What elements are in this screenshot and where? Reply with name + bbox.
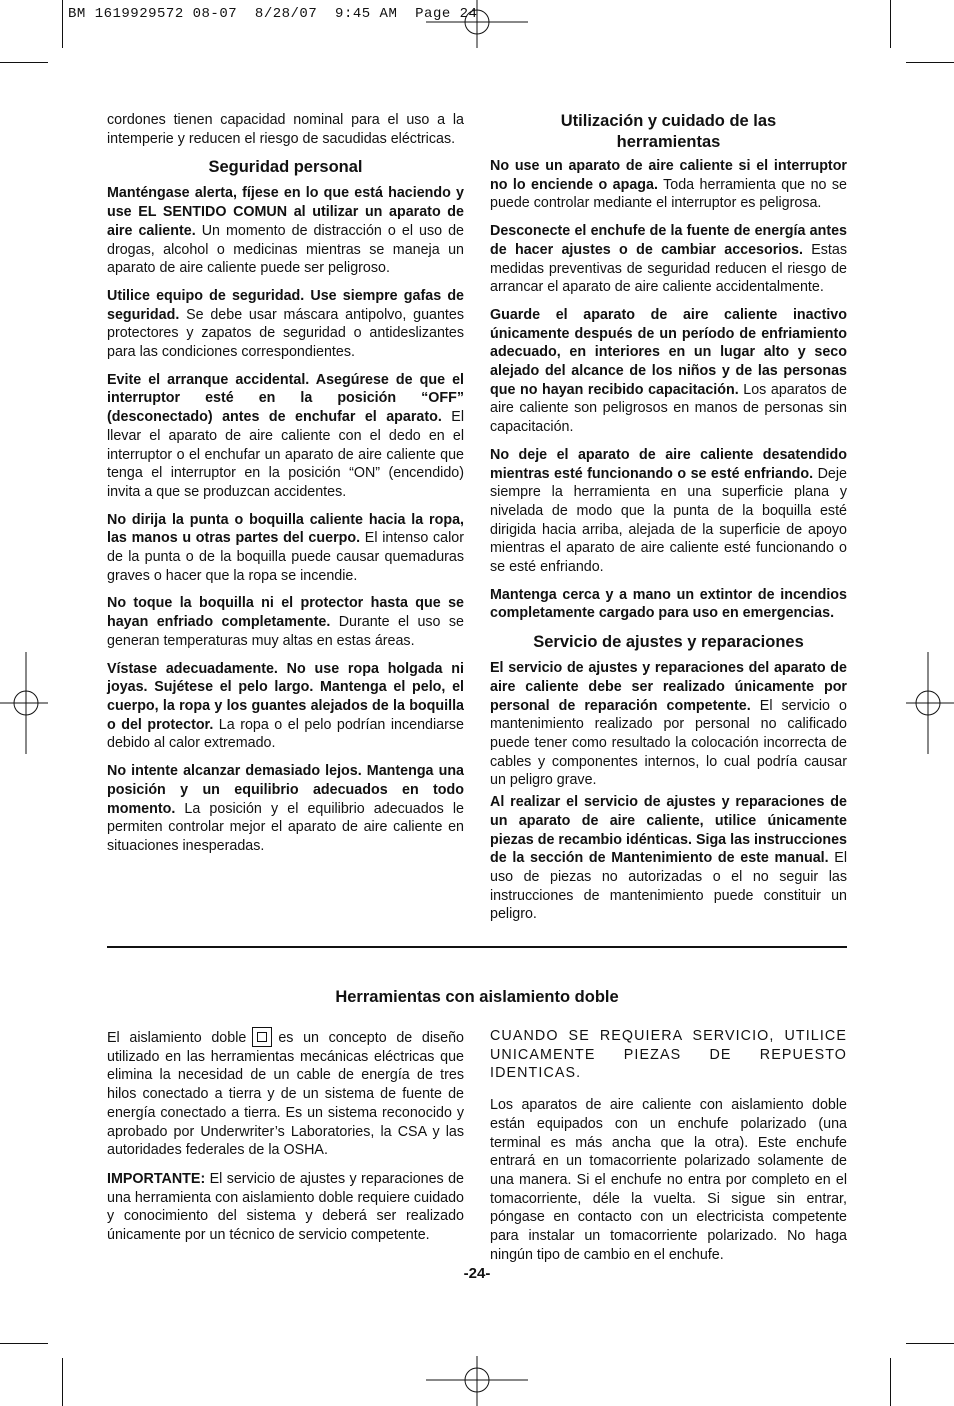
- crop-mark: [0, 62, 48, 63]
- safety-paragraph: No toque la boquilla ni el protector hasta que se hayan enfriado completamente. Durante el uso se generan temperaturas muy altas en estas áreas.: [107, 595, 464, 649]
- page-number: -24-: [463, 1265, 491, 1282]
- safety-paragraph: Evite el arranque accidental. Asegúrese de que el interruptor esté en la posición “OFF” (desconectado) antes de enchufar el aparato. El llevar el aparato de aire caliente con el dedo en el interruptor o el enchufar un aparato de aire caliente que tenga el interruptor en la posición “ON” (encendido) invita a que se produzcan accidentes.: [107, 371, 465, 500]
- tool-use-paragraph: Guarde el aparato de aire caliente inactivo únicamente después de un período de enfriamiento adecuado, en interiores en un lugar alto y seco alejado del alcance de los niños y de las personas que no hayan recibido capacitación. Los aparatos de aire caliente son peligrosos en manos de personas sin capacitación.: [490, 306, 847, 436]
- tool-use-paragraph: No deje el aparato de aire caliente desatendido mientras esté funcionando o se esté enfriando. Deje siempre la herramienta en una superficie plana y nivelada de modo que la punta de la boquilla esté dirigida hacia arriba, alejada de la superficie de apoyo mientras el aparato de aire caliente esté funcionando o se esté enfriando.: [490, 446, 847, 576]
- crop-mark: [890, 1358, 891, 1406]
- crop-mark: [62, 0, 63, 48]
- registration-mark-icon: [0, 652, 48, 754]
- safety-paragraph: No intente alcanzar demasiado lejos. Mantenga una posición y un equilibrio adecuados en todo momento. La posición y el equilibrio adecuados le permiten controlar mejor el aparato de aire caliente en situaciones inesperadas.: [107, 763, 464, 854]
- print-slug: BM 1619929572 08-07 8/28/07 9:45 AM Page 24: [68, 6, 478, 22]
- registration-mark-icon: [906, 652, 954, 754]
- crop-mark: [890, 0, 891, 48]
- section-divider: [107, 946, 847, 948]
- registration-mark-icon: [426, 0, 528, 48]
- service-paragraph: Al realizar el servicio de ajustes y reparaciones de un aparato de aire caliente, utilice únicamente piezas de recambio idénticas. Siga las instrucciones de la sección de Mantenimiento de este manual. El uso de piezas no autorizadas o el no seguir las instrucciones de mantenimiento puede constituir un peligro.: [490, 794, 847, 923]
- caps-notice: CUANDO SE REQUIERA SERVICIO, UTILICE UNICAMENTE PIEZAS DE REPUESTO IDENTICAS.: [490, 1028, 847, 1082]
- bottom-right-column: [490, 1027, 847, 1273]
- tool-use-paragraph: Mantenga cerca y a mano un extintor de incendios completamente cargado para uso en emergencias.: [490, 586, 847, 622]
- crop-mark: [0, 1343, 48, 1344]
- right-column: [490, 111, 847, 933]
- safety-paragraph: Manténgase alerta, fíjese en lo que está haciendo y use EL SENTIDO COMUN al utilizar un aparato de aire caliente. Un momento de distracción o el uso de drogas, alcohol o medicinas mientras se maneja un aparato de aire caliente puede ser peligroso.: [107, 185, 464, 277]
- bottom-left-column: [107, 1027, 464, 1254]
- registration-mark-icon: [426, 1356, 528, 1406]
- double-insulation-paragraph: El aislamiento doble es un concepto de diseño utilizado en las herramientas mecánicas eléctricas que elimina la necesidad de un cable de energía de tres hilos conectado a tierra y de un sistema de fuente de energía conectado a tierra. Es un sistema reconocido y aprobado por Underwriter’s Laboratories, la CSA y las autoridades federales de la OSHA.: [107, 1027, 464, 1160]
- crop-mark: [906, 1343, 954, 1344]
- safety-paragraph: No dirija la punta o boquilla caliente hacia la ropa, las manos u otras partes del cuerpo. El intenso calor de la punta o de la boquilla puede causar quemaduras graves o hacer que la ropa se incendie.: [107, 511, 464, 584]
- left-column: [107, 111, 464, 865]
- crop-mark: [906, 62, 954, 63]
- tool-use-paragraph: Desconecte el enchufe de la fuente de energía antes de hacer ajustes o de cambiar accesorios. Estas medidas preventivas de seguridad reducen el riesgo de arrancar el aparato de aire caliente accidentalmente.: [490, 223, 848, 296]
- heading-seguridad-personal: Seguridad personal: [208, 158, 363, 177]
- important-paragraph: IMPORTANTE: El servicio de ajustes y reparaciones de una herramienta con aislamiento doble requiere cuidado y conocimiento del sistema y deberá ser realizado únicamente por un técnico de servicio competente.: [107, 1170, 464, 1244]
- tool-use-paragraph: No use un aparato de aire caliente si el interruptor no lo enciende o apaga. Toda herramienta que no se puede controlar mediante el interruptor es peligrosa.: [490, 158, 848, 212]
- heading-servicio-ajustes: Servicio de ajustes y reparaciones: [533, 633, 804, 652]
- heading-aislamiento-doble: Herramientas con aislamiento doble: [335, 988, 619, 1006]
- safety-paragraph: Utilice equipo de seguridad. Use siempre gafas de seguridad. Se debe usar máscara antipolvo, guantes protectores y zapatos de seguridad o antideslizantes para las condiciones correspondientes.: [107, 287, 464, 361]
- crop-mark: [62, 1358, 63, 1406]
- heading-utilizacion-cuidado: Utilización y cuidado de las herramientas: [560, 112, 777, 151]
- intro-paragraph: cordones tienen capacidad nominal para el uso a la intemperie y reducen el riesgo de sacudidas eléctricas.: [107, 112, 464, 147]
- service-paragraph: El servicio de ajustes y reparaciones del aparato de aire caliente debe ser realizado únicamente por personal de reparación competente. El servicio o mantenimiento realizado por personal no calificado puede tener como resultado la colocación incorrecta de cables y componentes internos, lo cual podría causar un peligro grave.: [490, 660, 847, 789]
- double-insulation-icon: [252, 1027, 272, 1047]
- safety-paragraph: Vístase adecuadamente. No use ropa holgada ni joyas. Sujétese el pelo largo. Mantenga el pelo, el cuerpo, la ropa y los guantes alejados de la boquilla o del protector. La ropa o el pelo podrían incendiarse debido al calor extremado.: [107, 660, 464, 752]
- polarized-plug-paragraph: Los aparatos de aire caliente con aislamiento doble están equipados con un enchufe polarizado (una terminal es más ancha que la otra). Este enchufe entrará en un tomacorriente polarizado solamente de una manera. Si el enchufe no entra por completo en el tomacorriente, déle la vuelta. Si sigue sin entrar, póngase en contacto con un electricista competente para instalar un tomacorriente polarizado. No haga ningún tipo de cambio en el enchufe.: [490, 1097, 847, 1263]
